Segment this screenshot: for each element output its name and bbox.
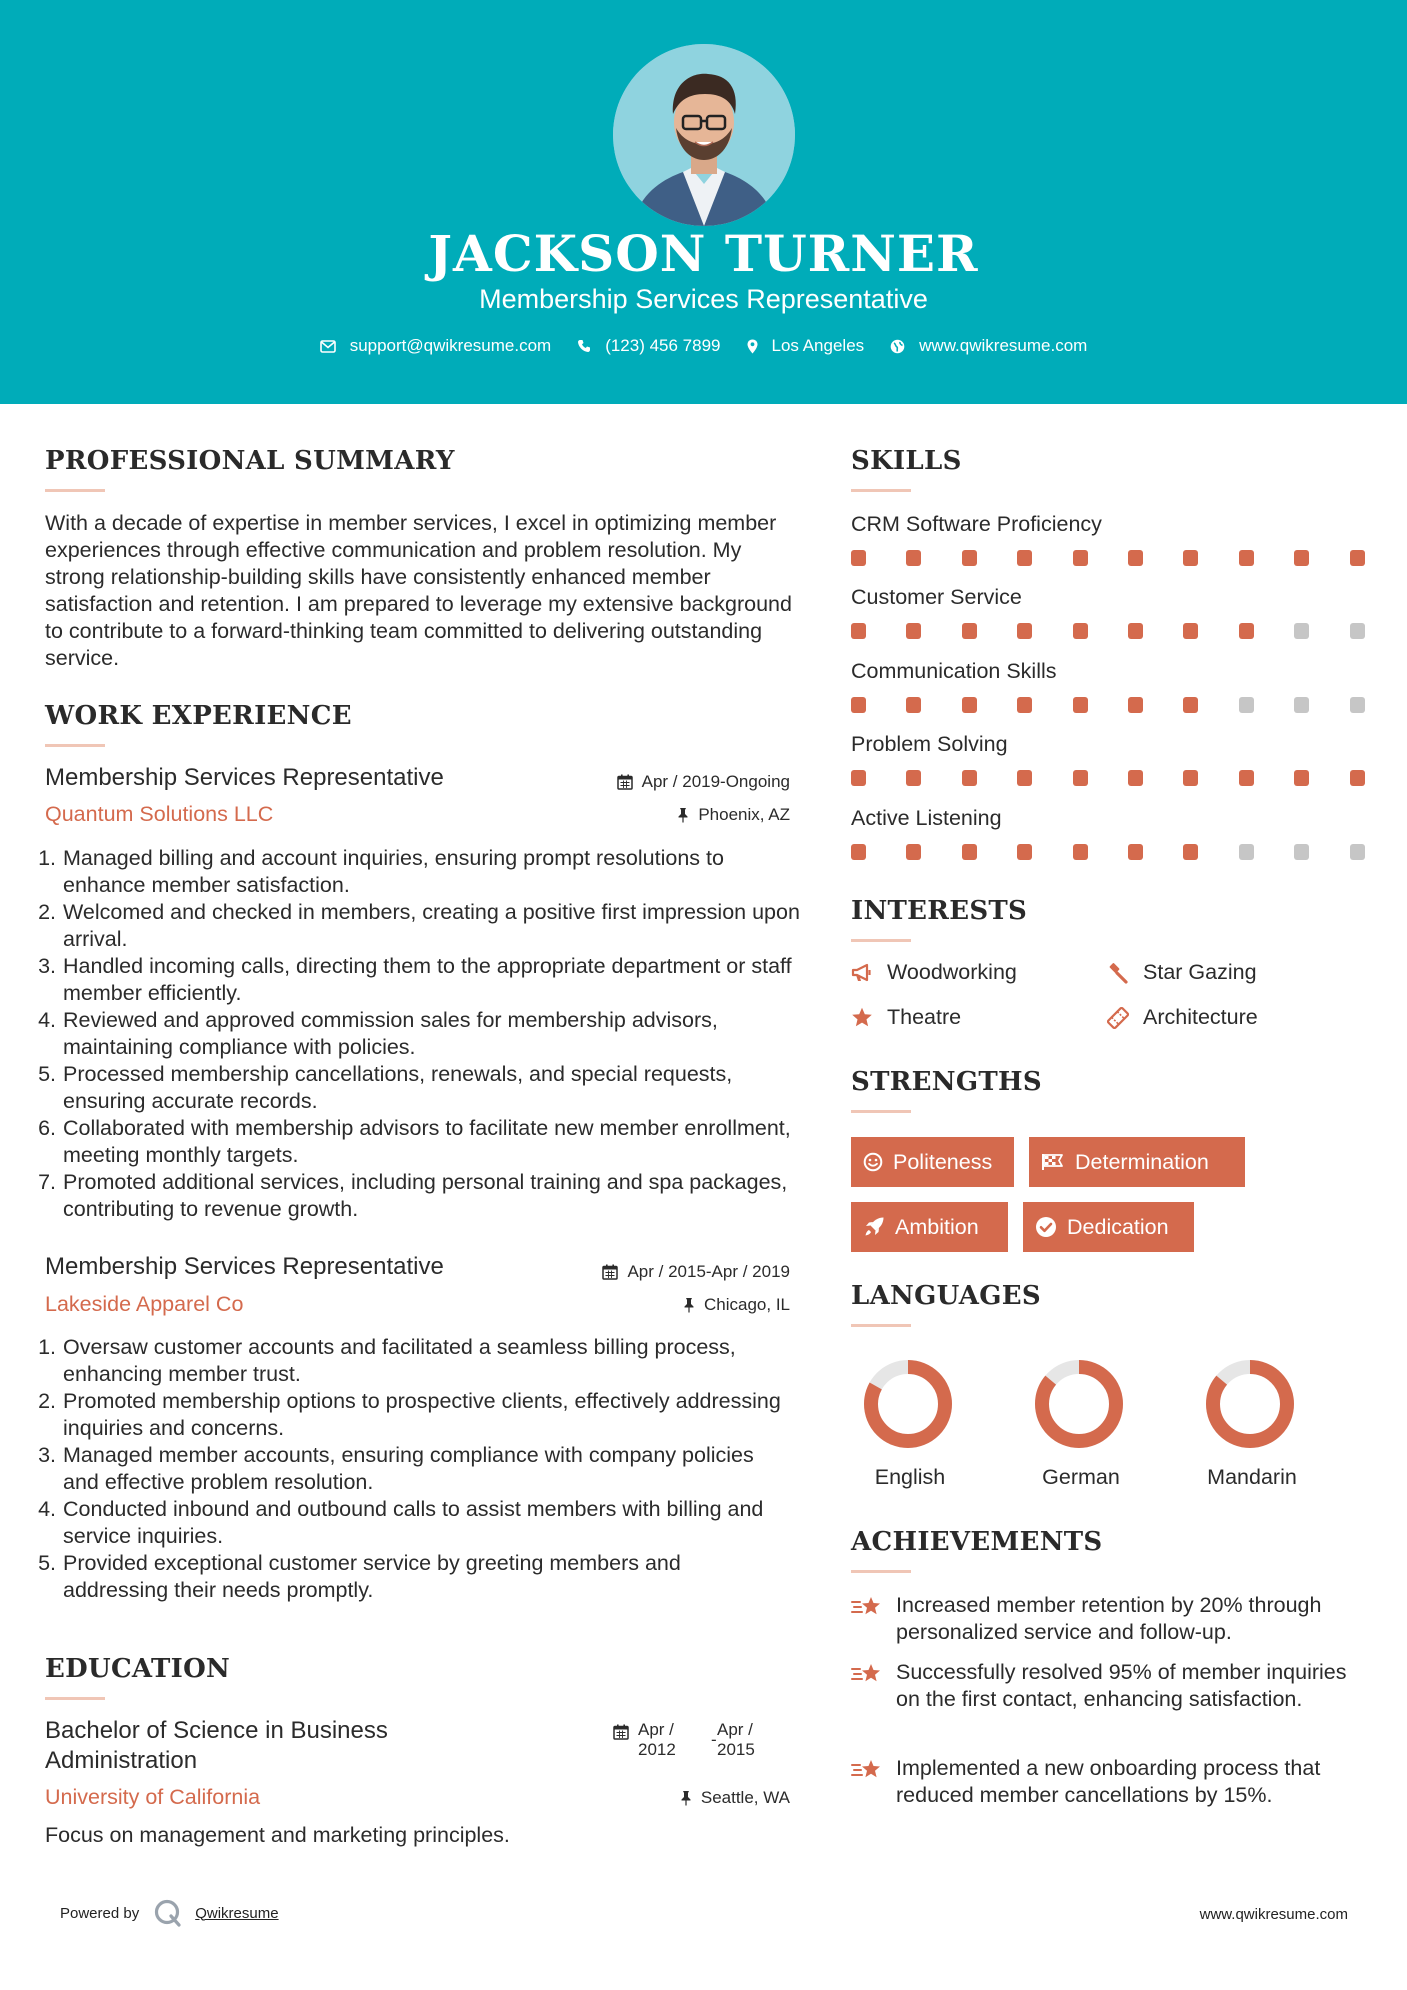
footer-powered-by	[60, 1898, 279, 1928]
skill-dot-filled	[1183, 623, 1198, 639]
skill-dot-filled	[1073, 770, 1088, 786]
education-start-year: 2012	[638, 1740, 676, 1759]
interests-heading-underline	[851, 939, 911, 942]
strength-tag	[851, 1137, 1014, 1187]
achievements-heading: ACHIEVEMENTS	[851, 1527, 1103, 1557]
summary-heading-underline	[45, 489, 105, 492]
skill-dot-empty	[1294, 844, 1309, 860]
experience-heading: WORK EXPERIENCE	[45, 701, 352, 731]
skill-dot-empty	[1294, 623, 1309, 639]
interest-label: Theatre	[887, 1005, 962, 1029]
job-location-text: Phoenix, AZ	[698, 805, 790, 824]
duty-item: 1. Managed billing and account inquiries, ensuring prompt resolutions to enhance member satisfaction.	[62, 845, 800, 899]
duty-item: 2. Welcomed and checked in members, creating a positive first impression upon arrival.	[62, 899, 800, 953]
skill-dot-empty	[1294, 697, 1309, 713]
skill-dot-filled	[851, 844, 866, 860]
degree-title: Bachelor of Science in Business Administration	[45, 1717, 388, 1774]
candidate-role: Membership Services Representative	[479, 284, 928, 314]
interest-item	[851, 1005, 961, 1030]
footer-website[interactable]: www.qwikresume.com	[1199, 1906, 1348, 1923]
skill-dot-filled	[906, 697, 921, 713]
language-donut	[1202, 1356, 1298, 1452]
interest-item	[1107, 960, 1257, 985]
skill-rating	[851, 770, 1371, 786]
contact-location-text: Los Angeles	[771, 336, 865, 355]
company-name: Quantum Solutions LLC	[45, 802, 274, 826]
calendar-icon	[617, 774, 633, 790]
profile-photo	[613, 44, 795, 226]
education-heading-underline	[45, 1697, 105, 1700]
languages-heading: LANGUAGES	[851, 1281, 1041, 1311]
contact-website[interactable]	[890, 336, 1087, 356]
skill-dot-filled	[1294, 550, 1309, 566]
candidate-name: JACKSON TURNER	[428, 224, 979, 283]
skill-rating	[851, 844, 1371, 860]
education-location	[680, 1788, 790, 1808]
shooting-star-icon	[851, 1661, 883, 1689]
contact-website-text: www.qwikresume.com	[919, 336, 1088, 355]
education-end-date	[717, 1720, 755, 1760]
qwikresume-link[interactable]: Qwikresume	[195, 1904, 279, 1922]
skill-dot-filled	[1017, 697, 1032, 713]
language-donut	[1031, 1356, 1127, 1452]
experience-heading-underline	[45, 744, 105, 747]
pushpin-icon	[677, 807, 689, 823]
contact-location	[747, 336, 865, 356]
skill-dot-filled	[1017, 623, 1032, 639]
skill-dot-filled	[1073, 550, 1088, 566]
job-title: Membership Services Representative	[45, 1253, 444, 1280]
skill-dot-filled	[1183, 697, 1198, 713]
education-start-month: Apr /	[638, 1720, 674, 1739]
smile-icon	[863, 1152, 883, 1172]
skill-dot-filled	[851, 770, 866, 786]
strength-tag	[1023, 1202, 1194, 1252]
skill-dot-filled	[1350, 550, 1365, 566]
language-name: German	[1042, 1465, 1120, 1489]
skill-dot-filled	[1294, 770, 1309, 786]
interest-item	[851, 960, 1017, 985]
skill-dot-filled	[962, 770, 977, 786]
duty-item: 1. Oversaw customer accounts and facilitated a seamless billing process, enhancing member trust.	[62, 1334, 784, 1388]
job-dates	[617, 772, 790, 792]
skill-dot-empty	[1239, 697, 1254, 713]
company-name: Lakeside Apparel Co	[45, 1292, 244, 1316]
skill-name: Communication Skills	[851, 659, 1057, 683]
phone-icon	[577, 339, 591, 353]
job-dates-text: Apr / 2015-Apr / 2019	[627, 1262, 790, 1281]
skill-dot-filled	[1239, 550, 1254, 566]
skill-dot-empty	[1350, 844, 1365, 860]
flag-icon	[1041, 1153, 1065, 1171]
skill-dot-filled	[1128, 844, 1143, 860]
interest-label: Woodworking	[887, 960, 1017, 984]
education-description: Focus on management and marketing principles.	[45, 1823, 510, 1847]
skill-dot-filled	[1128, 697, 1143, 713]
shooting-star-icon	[851, 1594, 883, 1622]
job-location	[683, 1295, 790, 1315]
job-title: Membership Services Representative	[45, 764, 444, 791]
skill-dot-filled	[906, 770, 921, 786]
skill-dot-filled	[962, 697, 977, 713]
language-donut	[860, 1356, 956, 1452]
contact-phone[interactable]	[577, 336, 720, 356]
skill-dot-empty	[1350, 623, 1365, 639]
powered-by-label: Powered by	[60, 1904, 140, 1922]
skill-dot-filled	[851, 550, 866, 566]
skill-dot-filled	[851, 623, 866, 639]
contact-email[interactable]	[320, 336, 552, 356]
check-circle-icon	[1035, 1216, 1057, 1238]
skill-dot-filled	[1239, 770, 1254, 786]
skill-dot-empty	[1239, 844, 1254, 860]
strengths-heading-underline	[851, 1110, 911, 1113]
achievement-text: Increased member retention by 20% through personalized service and follow-up.	[896, 1593, 1322, 1644]
skill-dot-filled	[1183, 844, 1198, 860]
skill-dot-filled	[1073, 697, 1088, 713]
skill-dot-filled	[1128, 770, 1143, 786]
strengths-heading: STRENGTHS	[851, 1067, 1042, 1097]
megaphone-icon	[851, 963, 873, 983]
calendar-icon	[602, 1264, 618, 1280]
skill-dot-filled	[1017, 550, 1032, 566]
summary-heading: PROFESSIONAL SUMMARY	[45, 446, 455, 476]
duty-item: 6. Collaborated with membership advisors to facilitate new member enrollment, meeting monthly targets.	[62, 1115, 800, 1169]
skill-rating	[851, 550, 1371, 566]
calendar-icon	[613, 1724, 629, 1740]
strength-label: Determination	[1075, 1149, 1209, 1174]
skill-dot-filled	[906, 550, 921, 566]
duty-item: 3. Handled incoming calls, directing them to the appropriate department or staff member efficiently.	[62, 953, 800, 1007]
strength-tag	[851, 1202, 1008, 1252]
skills-heading-underline	[851, 489, 911, 492]
languages-heading-underline	[851, 1324, 911, 1327]
skill-rating	[851, 697, 1371, 713]
resume-header	[0, 0, 1407, 404]
skill-dot-filled	[1183, 550, 1198, 566]
duty-item: 3. Managed member accounts, ensuring compliance with company policies and effective problem resolution.	[62, 1442, 784, 1496]
globe-icon	[890, 339, 905, 354]
skill-dot-empty	[1350, 697, 1365, 713]
achievement-text: Successfully resolved 95% of member inquiries on the first contact, enhancing satisfaction.	[896, 1660, 1347, 1711]
education-date-separator: -	[711, 1730, 717, 1749]
education-end-month: Apr /	[717, 1720, 753, 1739]
skill-rating	[851, 623, 1371, 639]
job-dates	[602, 1262, 790, 1282]
profile-photo-illustration	[613, 44, 795, 226]
skill-dot-filled	[1017, 844, 1032, 860]
strength-label: Dedication	[1067, 1214, 1169, 1239]
skill-dot-filled	[1073, 623, 1088, 639]
job-location-text: Chicago, IL	[704, 1295, 790, 1314]
envelope-icon	[320, 340, 336, 353]
star-icon	[851, 1007, 873, 1028]
education-end-year: 2015	[717, 1740, 755, 1759]
skill-name: Active Listening	[851, 806, 1002, 830]
skill-dot-filled	[1017, 770, 1032, 786]
shooting-star-icon	[851, 1757, 883, 1785]
achievement-item	[851, 1755, 1371, 1811]
skill-dot-filled	[962, 844, 977, 860]
skill-dot-filled	[1128, 550, 1143, 566]
gavel-icon	[1107, 962, 1129, 984]
summary-text: With a decade of expertise in member services, I excel in optimizing member experiences through effective communication and problem resolution. My strong relationship-building skills have consistently enhanced member satisfaction and retention. I am prepared to leverage my extensive background to contribute to a forward-thinking team committed to delivering outstanding service.	[45, 511, 792, 670]
job-duties-list	[44, 845, 800, 1223]
achievement-item	[851, 1659, 1371, 1743]
education-heading: EDUCATION	[45, 1654, 231, 1684]
achievement-text: Implemented a new onboarding process that reduced member cancellations by 15%.	[896, 1756, 1321, 1807]
strength-label: Ambition	[895, 1214, 979, 1239]
contact-email-text: support@qwikresume.com	[349, 336, 552, 355]
duty-item: 7. Promoted additional services, including personal training and spa packages, contributing to revenue growth.	[62, 1169, 800, 1223]
duty-item: 4. Conducted inbound and outbound calls to assist members with billing and service inquiries.	[62, 1496, 784, 1550]
interest-label: Architecture	[1143, 1005, 1258, 1029]
duty-item: 4. Reviewed and approved commission sales for membership advisors, maintaining compliance with policies.	[62, 1007, 800, 1061]
skill-dot-filled	[1073, 844, 1088, 860]
job-duties-list	[44, 1334, 784, 1604]
skill-dot-filled	[962, 550, 977, 566]
skill-dot-filled	[1239, 623, 1254, 639]
duty-item: 5. Processed membership cancellations, renewals, and special requests, ensuring accurate records.	[62, 1061, 800, 1115]
pushpin-icon	[680, 1790, 692, 1806]
duty-item: 2. Promoted membership options to prospective clients, effectively addressing inquiries and concerns.	[62, 1388, 784, 1442]
skill-dot-filled	[1350, 770, 1365, 786]
interest-item	[1107, 1005, 1258, 1030]
skill-name: Customer Service	[851, 585, 1022, 609]
skill-name: Problem Solving	[851, 732, 1008, 756]
qwikresume-logo-icon	[153, 1898, 183, 1928]
education-start-date	[638, 1720, 676, 1760]
skills-heading: SKILLS	[851, 446, 962, 476]
skill-dot-filled	[906, 844, 921, 860]
language-name: Mandarin	[1207, 1465, 1297, 1489]
rocket-icon	[863, 1216, 885, 1238]
job-dates-text: Apr / 2019-Ongoing	[641, 772, 790, 791]
map-pin-icon	[747, 339, 758, 354]
language-name: English	[874, 1465, 946, 1489]
strength-label: Politeness	[893, 1149, 993, 1174]
ticket-icon	[1107, 1007, 1129, 1029]
skill-dot-filled	[1128, 623, 1143, 639]
interest-label: Star Gazing	[1143, 960, 1257, 984]
interests-heading: INTERESTS	[851, 896, 1028, 926]
achievements-heading-underline	[851, 1570, 911, 1573]
skill-name: CRM Software Proficiency	[851, 512, 1102, 536]
skill-dot-filled	[962, 623, 977, 639]
duty-item: 5. Provided exceptional customer service by greeting members and addressing their needs promptly.	[62, 1550, 784, 1604]
contact-bar	[0, 336, 1407, 356]
pushpin-icon	[683, 1297, 695, 1313]
strength-tag	[1029, 1137, 1245, 1187]
job-location	[677, 805, 790, 825]
achievement-item	[851, 1592, 1371, 1648]
skill-dot-filled	[1183, 770, 1198, 786]
skill-dot-filled	[906, 623, 921, 639]
contact-phone-text: (123) 456 7899	[605, 336, 721, 355]
school-name: University of California	[45, 1785, 261, 1809]
education-location-text: Seattle, WA	[700, 1788, 790, 1807]
skill-dot-filled	[851, 697, 866, 713]
